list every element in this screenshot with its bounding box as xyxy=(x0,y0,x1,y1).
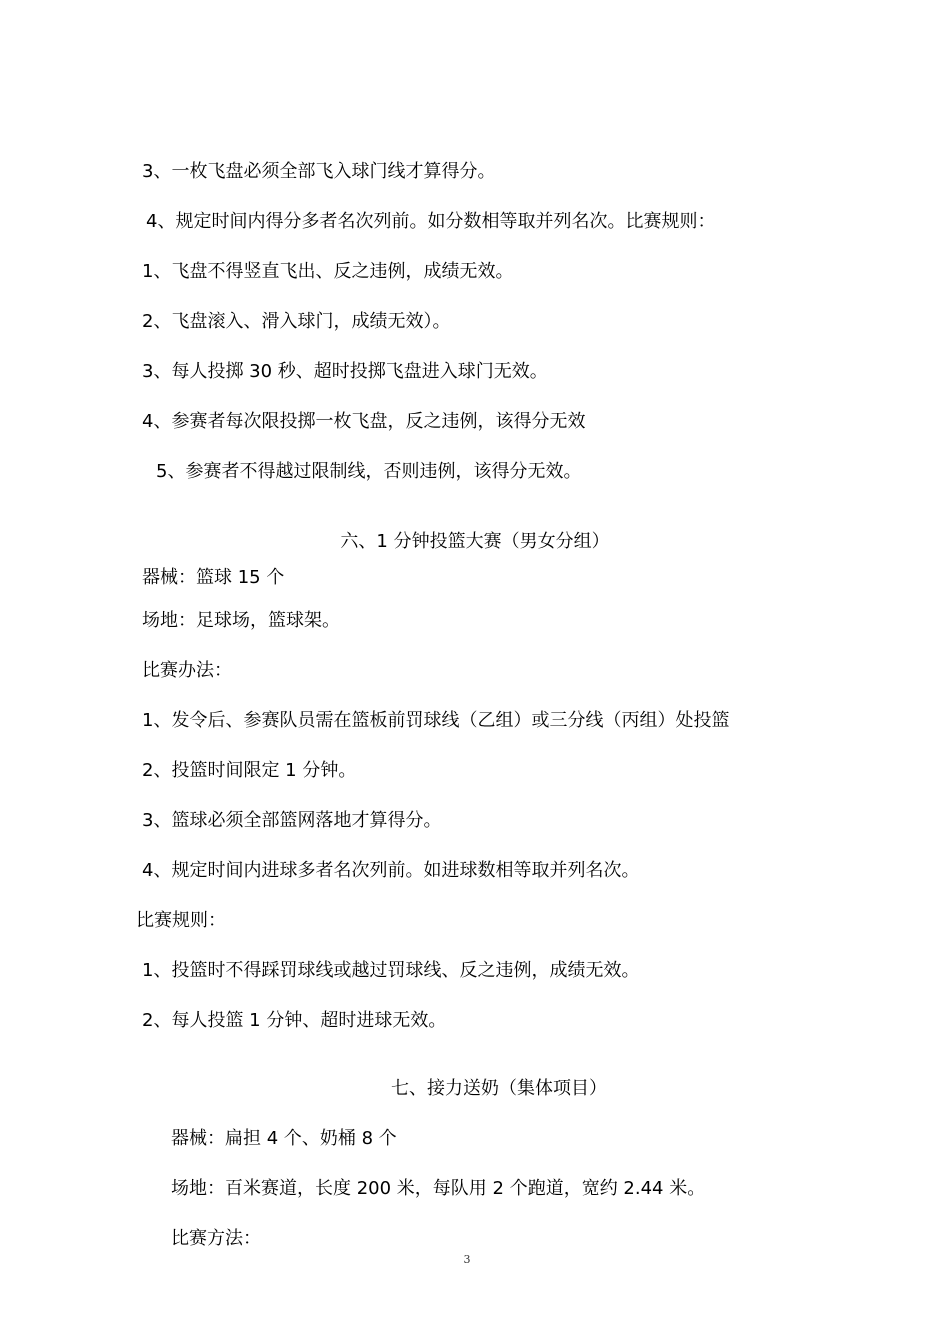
basketball-method-heading: 比赛办法： xyxy=(142,660,232,681)
basketball-method-3: 3、篮球必须全部篮网落地才算得分。 xyxy=(142,810,442,831)
basketball-rule-1: 1、投篮时不得踩罚球线或越过罚球线、反之违例，成绩无效。 xyxy=(142,960,640,981)
fly-disc-rule-5: 5、参赛者不得越过限制线，否则违例，该得分无效。 xyxy=(156,461,582,482)
basketball-method-4: 4、规定时间内进球多者名次列前。如进球数相等取并列名次。 xyxy=(142,860,640,881)
fly-disc-method-3: 3、一枚飞盘必须全部飞入球门线才算得分。 xyxy=(142,161,496,182)
basketball-method-1: 1、发令后、参赛队员需在篮板前罚球线（乙组）或三分线（丙组）处投篮 xyxy=(142,710,730,731)
relay-equipment: 器械：扁担 4 个、奶桶 8 个 xyxy=(171,1128,397,1149)
fly-disc-rule-4: 4、参赛者每次限投掷一枚飞盘，反之违例，该得分无效 xyxy=(142,411,586,432)
fly-disc-rule-1: 1、飞盘不得竖直飞出、反之违例，成绩无效。 xyxy=(142,261,514,282)
basketball-rule-2: 2、每人投篮 1 分钟、超时进球无效。 xyxy=(142,1010,447,1031)
basketball-method-2: 2、投篮时间限定 1 分钟。 xyxy=(142,760,357,781)
basketball-equipment: 器械：篮球 15 个 xyxy=(142,567,285,588)
relay-section-title: 七、接力送奶（集体项目） xyxy=(391,1078,607,1099)
page-number: 3 xyxy=(463,1253,471,1266)
fly-disc-rule-2: 2、飞盘滚入、滑入球门，成绩无效）。 xyxy=(142,311,451,332)
basketball-rules-heading: 比赛规则： xyxy=(136,910,226,931)
relay-method-heading: 比赛方法： xyxy=(171,1228,261,1249)
fly-disc-rule-3: 3、每人投掷 30 秒、超时投掷飞盘进入球门无效。 xyxy=(142,361,548,382)
basketball-section-title: 六、1 分钟投篮大赛（男女分组） xyxy=(340,531,610,552)
fly-disc-method-4: 4、规定时间内得分多者名次列前。如分数相等取并列名次。比赛规则： xyxy=(146,211,716,232)
basketball-venue: 场地：足球场，篮球架。 xyxy=(142,610,340,631)
relay-venue: 场地：百米赛道，长度 200 米，每队用 2 个跑道，宽约 2.44 米。 xyxy=(171,1178,706,1199)
